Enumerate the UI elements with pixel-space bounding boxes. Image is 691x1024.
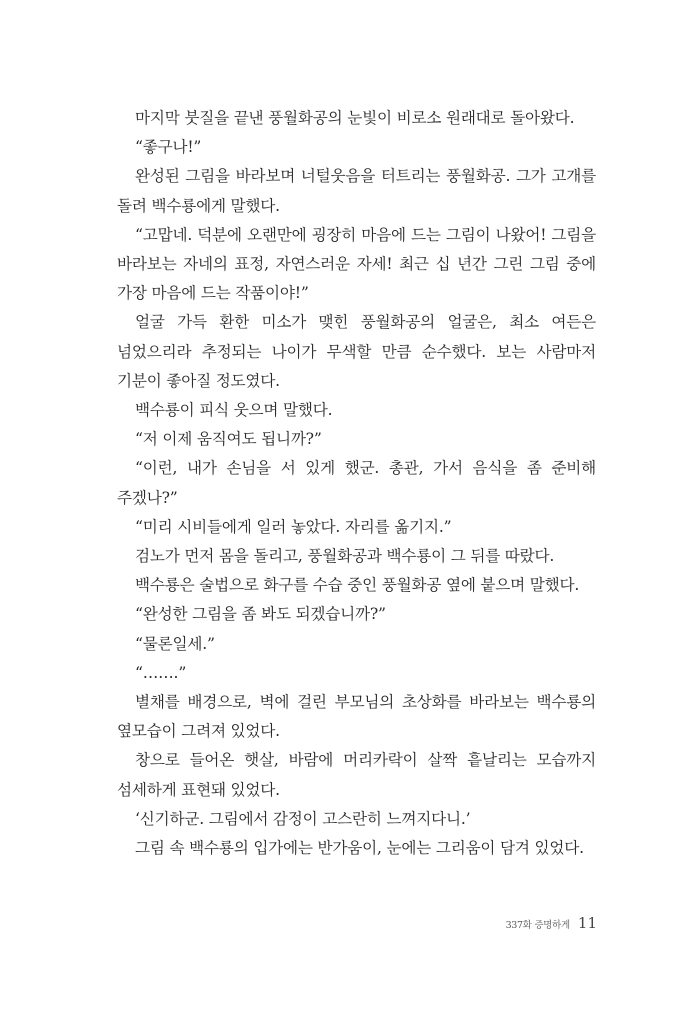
page-footer (506, 914, 597, 932)
paragraph: “미리 시비들에게 일러 놓았다. 자리를 옮기지.” (135, 517, 452, 536)
chapter-title: 337화 증명하게 (505, 920, 570, 931)
paragraph: 검노가 먼저 몸을 돌리고, 풍월화공과 백수룡이 그 뒤를 따랐다. (135, 547, 555, 566)
paragraph: 백수룡은 술법으로 화구를 수습 중인 풍월화공 옆에 붙으며 말했다. (135, 576, 580, 595)
paragraph: “좋구나!” (135, 138, 202, 157)
page-body (117, 104, 596, 863)
paragraph: 백수룡이 피식 웃으며 말했다. (135, 401, 333, 420)
paragraph: 그림 속 백수룡의 입가에는 반가움이, 눈에는 그리움이 담겨 있었다. (135, 839, 584, 858)
paragraph: “완성한 그림을 좀 봐도 되겠습니까?” (135, 605, 386, 624)
paragraph: “…….” (135, 663, 187, 682)
paragraph: ‘신기하군. 그림에서 감정이 고스란히 느껴지다니.’ (135, 809, 471, 828)
paragraph: 창으로 들어온 햇살, 바람에 머리카락이 살짝 흩날리는 모습까지 섬세하게 표현돼 있었다. (117, 751, 596, 799)
paragraph: “저 이제 움직여도 됩니까?” (135, 430, 322, 449)
paragraph: “이런, 내가 손님을 서 있게 했군. 총관, 가서 음식을 좀 준비해 주겠나?” (117, 459, 596, 507)
paragraph: “물론일세.” (135, 634, 215, 653)
paragraph: “고맙네. 덕분에 오랜만에 굉장히 마음에 드는 그림이 나왔어! 그림을 바라보는 자네의 표정, 자연스러운 자세! 최근 십 년간 그린 그림 중에 가장 마음에 드는 작품이야!” (117, 225, 596, 303)
paragraph: 완성된 그림을 바라보며 너털웃음을 터트리는 풍월화공. 그가 고개를 돌려 백수룡에게 말했다. (117, 167, 596, 215)
page-number: 11 (577, 914, 597, 932)
paragraph: 얼굴 가득 환한 미소가 맺힌 풍월화공의 얼굴은, 최소 여든은 넘었으리라 추정되는 나이가 무색할 만큼 순수했다. 보는 사람마저 기분이 좋아질 정도였다. (117, 313, 596, 390)
paragraph: 마지막 붓질을 끝낸 풍월화공의 눈빛이 비로소 원래대로 돌아왔다. (135, 109, 575, 127)
paragraph: 별채를 배경으로, 벽에 걸린 부모님의 초상화를 바라보는 백수룡의 옆모습이 그려져 있었다. (117, 693, 596, 741)
